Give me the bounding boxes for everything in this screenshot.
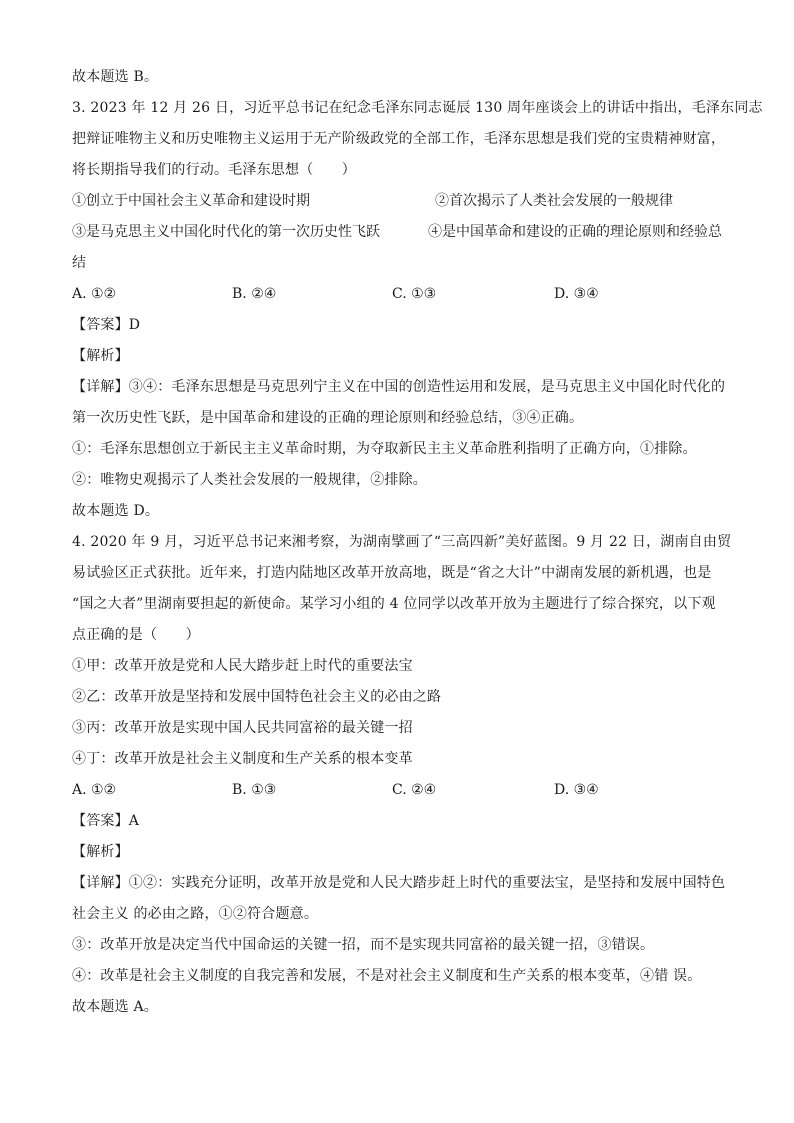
q3-stem-line-1: 3. 2023 年 12 月 26 日，习近平总书记在纪念毛泽东同志诞辰 130 周年座谈会上的讲话中指出，毛泽东同志 [72,100,763,116]
q4-option-a: A. ①② [72,782,117,798]
q3-detail-line-4: ②：唯物史观揭示了人类社会发展的一般规律，②排除。 [72,472,427,488]
question-3 [72,93,763,527]
q4-stem-line-1: 4. 2020 年 9 月，习近平总书记来湘考察，为湖南擘画了“三高四新”美好蓝图。9 月 22 日，湖南自由贸 [72,534,732,550]
q4-conclusion: 故本题选 A。 [72,999,158,1015]
q3-item-1: ①创立于中国社会主义革命和建设时期 [72,193,310,209]
q3-analysis-label: 【解析】 [72,348,129,364]
q3-items-row-1 [72,186,722,217]
q3-conclusion: 故本题选 D。 [72,503,160,519]
q2-conclusion: 故本题选 B。 [72,69,159,85]
q3-detail-line-2: 第一次历史性飞跃，是中国革命和建设的正确的理论原则和经验总结，③④正确。 [72,410,584,426]
q3-option-c: C. ①③ [392,286,437,302]
q3-stem-line-2: 把辩证唯物主义和历史唯物主义运用于无产阶级政党的全部工作，毛泽东思想是我们党的宝贵精神财富， [72,131,726,147]
q4-answer: 【答案】A [72,813,140,829]
document-page [72,62,763,1023]
q4-item-2: ②乙：改革开放是坚持和发展中国特色社会主义的必由之路 [72,689,442,705]
q3-item-4: ④是中国革命和建设的正确的理论原则和经验总 [428,224,722,240]
q4-options [72,775,722,806]
q4-option-d: D. ③④ [554,782,599,798]
q3-items-row-2 [72,217,722,248]
q4-detail-line-2: 社会主义 的必由之路，①②符合题意。 [72,906,319,922]
q3-detail-line-3: ①：毛泽东思想创立于新民主主义革命时期，为夺取新民主主义革命胜利指明了正确方向，①排除。 [72,441,697,457]
q3-stem-line-3: 将长期指导我们的行动。毛泽东思想（ ） [72,162,356,178]
question-4 [72,527,732,1023]
q4-item-4: ④丁：改革开放是社会主义制度和生产关系的根本变革 [72,751,413,767]
q4-detail-line-1: 【详解】①②：实践充分证明，改革开放是党和人民大踏步赶上时代的重要法宝，是坚持和发展中国特色 [72,875,726,891]
q4-stem-line-3: “国之大者”里湖南要担起的新使命。某学习小组的 4 位同学以改革开放为主题进行了综合探究，以下观 [72,596,716,612]
q3-item-2: ②首次揭示了人类社会发展的一般规律 [435,193,673,209]
q4-analysis-label: 【解析】 [72,844,129,860]
q4-detail-line-3: ③：改革开放是决定当代中国命运的关键一招，而不是实现共同富裕的最关键一招，③错误。 [72,937,655,953]
q3-option-b: B. ②④ [232,286,277,302]
q3-option-d: D. ③④ [554,286,599,302]
q3-item-3: ③是马克思主义中国化时代化的第一次历史性飞跃 [72,224,380,240]
q4-option-b: B. ①③ [232,782,277,798]
q4-stem-line-2: 易试验区正式获批。近年来，打造内陆地区改革开放高地，既是“省之大计”中湖南发展的新机遇，也是 [72,565,712,581]
q3-option-a: A. ①② [72,286,117,302]
q3-options [72,279,722,310]
q4-option-c: C. ②④ [392,782,437,798]
q3-item-4-cont: 结 [72,255,87,271]
q4-item-1: ①甲：改革开放是党和人民大踏步赶上时代的重要法宝 [72,658,413,674]
q4-detail-line-4: ④：改革是社会主义制度的自我完善和发展，不是对社会主义制度和生产关系的根本变革，④错 误。 [72,968,702,984]
q3-answer: 【答案】D [72,317,141,333]
q4-stem-line-4: 点正确的是（ ） [72,627,200,643]
q3-detail-line-1: 【详解】③④：毛泽东思想是马克思列宁主义在中国的创造性运用和发展，是马克思主义中国化时代化的 [72,379,726,395]
q4-item-3: ③丙：改革开放是实现中国人民共同富裕的最关键一招 [72,720,413,736]
